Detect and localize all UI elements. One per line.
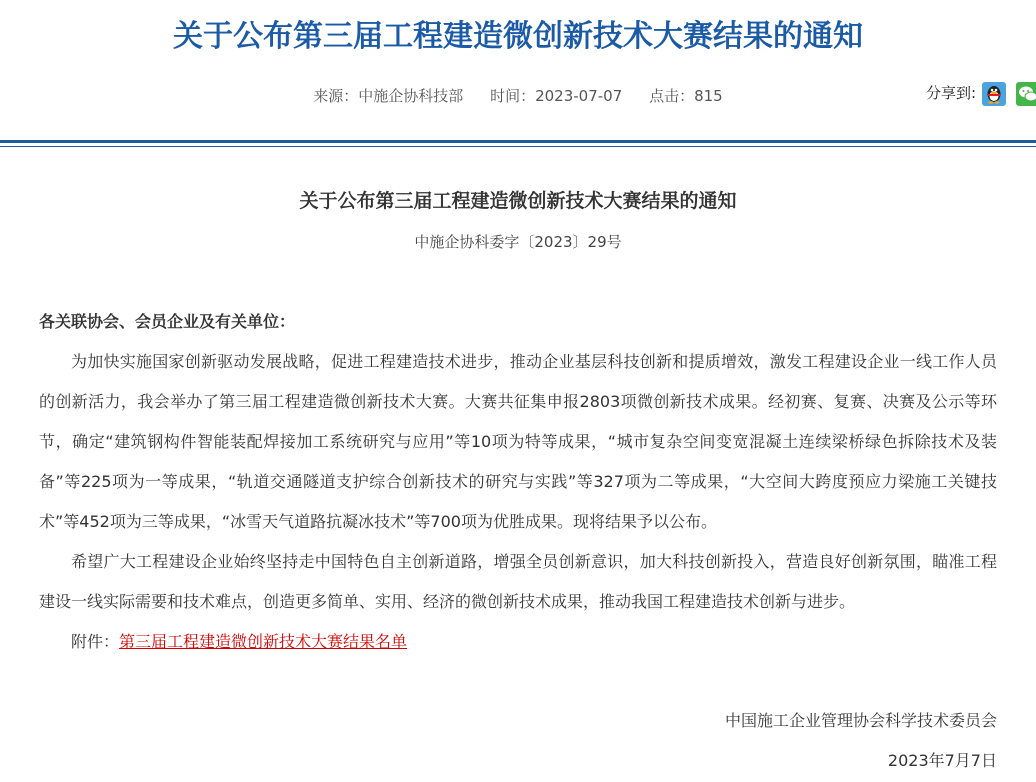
time-text: 时间：2023-07-07: [490, 87, 623, 105]
header-divider: [0, 140, 1036, 143]
attachment-label: 附件：: [71, 632, 120, 651]
clicks-text: 点击：815: [649, 87, 723, 105]
attachment-line: [39, 622, 997, 662]
page-title: 关于公布第三届工程建造微创新技术大赛结果的通知: [173, 19, 863, 54]
source-text: 来源：中施企协科技部: [313, 87, 464, 105]
share-label: 分享到:: [926, 84, 977, 102]
salutation: 各关联协会、会员企业及有关单位：: [39, 312, 296, 331]
signature-date: 2023年7月7日: [887, 751, 997, 770]
article-meta: [0, 84, 1036, 108]
body-paragraph-1: 为加快实施国家创新驱动发展战略，促进工程建造技术进步，推动企业基层科技创新和提质增效，激发工程建设企业一线工作人员的创新活力，我会举办了第三届工程建造微创新技术大赛。大赛共征集申报2803项微创新技术成果。经初赛、复赛、决赛及公示等环节，确定“建筑钢构件智能装配焊接加工系统研究与应用”等10项为特等成果，“城市复杂空间变宽混凝土连续梁桥绿色拆除技术及装备”等225项为一等成果，“轨道交通隧道支护综合创新技术的研究与实践”等327项为二等成果，“大空间大跨度预应力梁施工关键技术”等452项为三等成果，“冰雪天气道路抗凝冰技术”等700项为优胜成果。现将结果予以公布。: [39, 352, 997, 531]
header-divider-thin: [0, 146, 1036, 147]
signature-organization: 中国施工企业管理协会科学技术委员会: [724, 711, 997, 730]
wechat-icon[interactable]: [1016, 82, 1036, 106]
body-paragraph-2: 希望广大工程建设企业始终坚持走中国特色自主创新道路，增强全员创新意识，加大科技创新投入，营造良好创新氛围，瞄准工程建设一线实际需要和技术难点，创造更多简单、实用、经济的微创新技术成果，推动我国工程建造技术创新与进步。: [39, 552, 997, 611]
document-number: 中施企协科委字〔2023〕29号: [414, 233, 622, 251]
qq-icon[interactable]: [982, 82, 1006, 106]
share-bar: [920, 80, 1036, 110]
article-title: 关于公布第三届工程建造微创新技术大赛结果的通知: [299, 190, 737, 212]
attachment-link[interactable]: 第三届工程建造微创新技术大赛结果名单: [119, 632, 408, 651]
